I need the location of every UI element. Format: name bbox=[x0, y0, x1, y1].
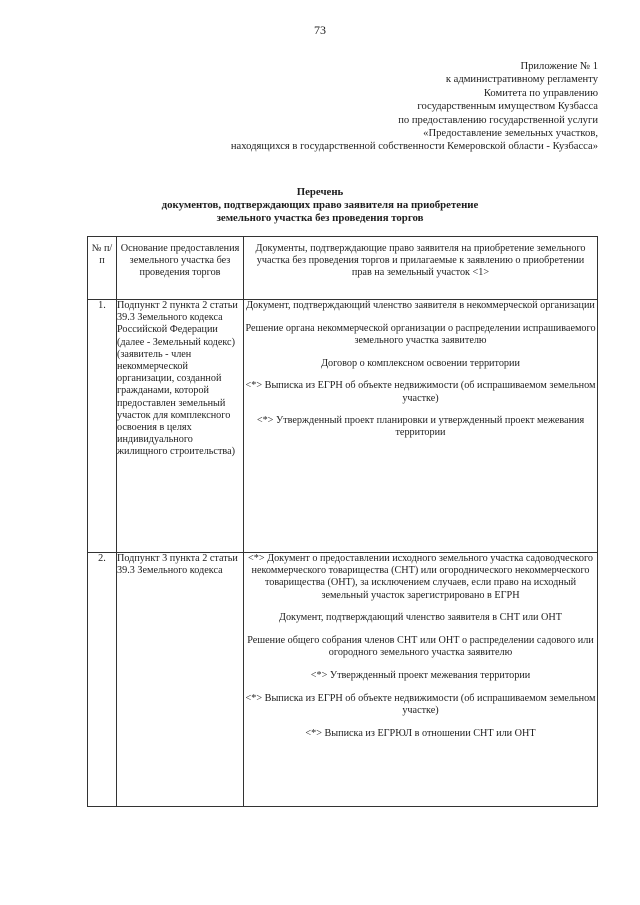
document-title bbox=[0, 186, 640, 225]
row-documents bbox=[244, 300, 598, 553]
appendix-line: находящихся в государственной собственности Кемеровской области - Кузбасса» bbox=[230, 141, 598, 153]
header-documents: Документы, подтверждающие право заявителя на приобретение земельного участка без проведения торгов и прилагаемые к заявлению о приобретении прав на земельный участок <1> bbox=[244, 237, 598, 300]
document-item: <*> Выписка из ЕГРЮЛ в отношении СНТ или ОНТ bbox=[305, 727, 536, 739]
document-item: <*> Выписка из ЕГРН об объекте недвижимости (об испрашиваемом земельном участке) bbox=[245, 380, 596, 404]
title-line: Перечень bbox=[296, 186, 344, 198]
appendix-line: «Предоставление земельных участков, bbox=[423, 128, 598, 140]
row-number: 1. bbox=[88, 300, 117, 553]
appendix-line: Комитета по управлению bbox=[483, 87, 598, 99]
document-item: Документ, подтверждающий членство заявителя в некоммерческой организации bbox=[246, 300, 595, 311]
row-documents bbox=[244, 553, 598, 807]
row-basis: Подпункт 2 пункта 2 статьи 39.3 Земельного кодекса Российской Федерации (далее - Земельный кодекс) (заявитель - член некоммерческой организации, созданной гражданами, которой предоставлен земельный участок для комплексного освоения в целях индивидуального жилищного строительства) bbox=[117, 300, 244, 553]
appendix-line: государственным имуществом Кузбасса bbox=[417, 101, 598, 113]
document-item: <*> Документ о предоставлении исходного земельного участка садоводческого некоммерческого товарищества (СНТ) или огороднического некоммерческого товарищества (ОНТ), за исключением случаев, если право на исходный земельный участок зарегистрировано в ЕГРН bbox=[248, 553, 593, 601]
table-row bbox=[88, 300, 598, 553]
row-basis: Подпункт 3 пункта 2 статьи 39.3 Земельного кодекса bbox=[117, 553, 244, 807]
table-row bbox=[88, 553, 598, 807]
table-header-row bbox=[88, 237, 598, 300]
page-number: 73 bbox=[314, 23, 326, 37]
document-item: Решение общего собрания членов СНТ или ОНТ о распределении садового или огородного земельного участка заявителю bbox=[247, 635, 594, 659]
document-item: Решение органа некоммерческой организации о распределении испрашиваемого земельного участка заявителю bbox=[245, 322, 596, 346]
header-number: № п/п bbox=[88, 237, 117, 300]
title-line: земельного участка без проведения торгов bbox=[216, 212, 424, 224]
documents-table bbox=[87, 236, 598, 807]
row-number: 2. bbox=[88, 553, 117, 807]
document-item: <*> Утвержденный проект межевания территории bbox=[310, 669, 531, 681]
document-item: <*> Утвержденный проект планировки и утвержденный проект межевания территории bbox=[256, 415, 585, 439]
document-item: Договор о комплексном освоении территории bbox=[321, 357, 520, 369]
appendix-line: Приложение № 1 bbox=[520, 61, 598, 72]
appendix-line: по предоставлению государственной услуги bbox=[398, 114, 598, 126]
document-item: Документ, подтверждающий членство заявителя в СНТ или ОНТ bbox=[279, 612, 562, 624]
title-line: документов, подтверждающих право заявителя на приобретение bbox=[161, 199, 479, 211]
appendix-header bbox=[78, 60, 598, 154]
appendix-line: к административному регламенту bbox=[445, 74, 598, 86]
document-item: <*> Выписка из ЕГРН об объекте недвижимости (об испрашиваемом земельном участке) bbox=[245, 692, 596, 716]
header-basis: Основание предоставления земельного участка без проведения торгов bbox=[117, 237, 244, 300]
